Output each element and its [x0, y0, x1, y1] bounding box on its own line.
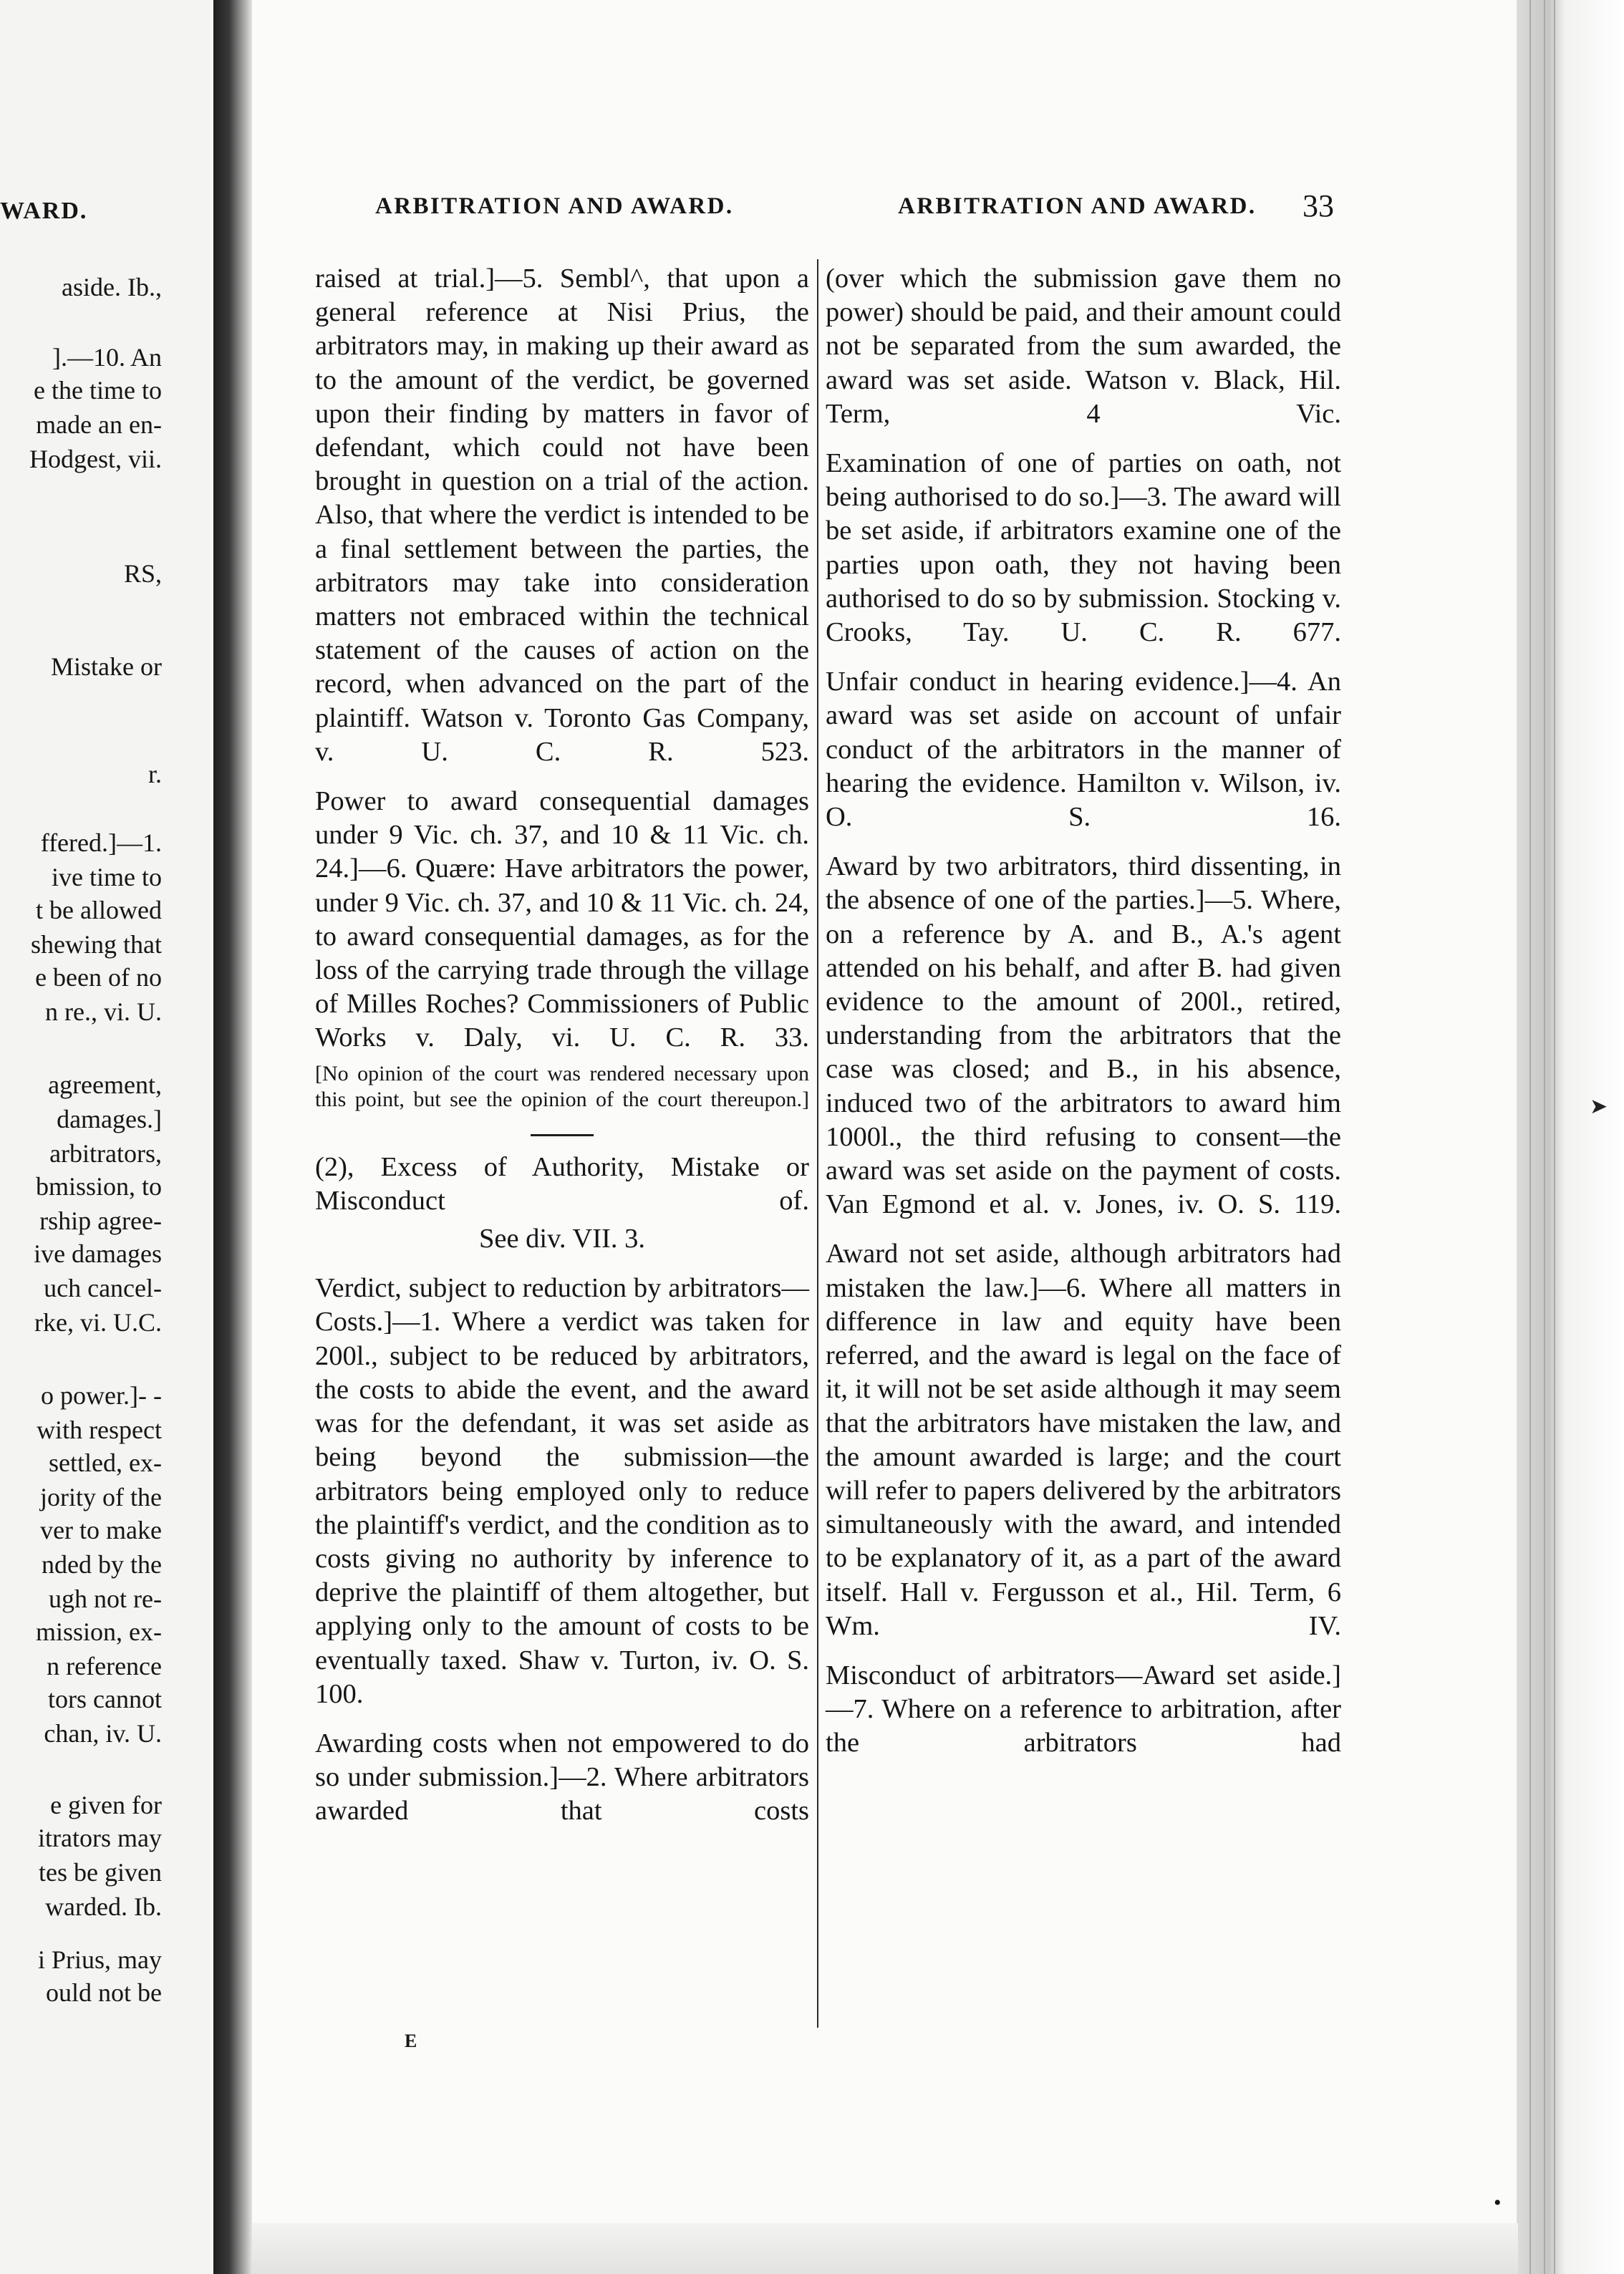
left-page-line: damages.] [57, 1105, 162, 1133]
running-header-right: ARBITRATION AND AWARD. [898, 193, 1257, 219]
left-page-line: t be allowed [36, 896, 162, 924]
left-page-line: RS, [123, 559, 162, 588]
paragraph: Examination of one of parties on oath, not being authorised to do so.]—3. The award will be set aside, if arbitrators examine one of the parties upon oath, they not having been authorised to do so by submission. Stocking v. Crooks, Tay. U. C. R. 677. [826, 448, 1341, 648]
left-page-line: mission, ex- [36, 1617, 162, 1646]
left-page-line: itrators may [38, 1824, 162, 1852]
left-page-line: ugh not re- [49, 1584, 162, 1613]
left-page-line: aside. Ib., [62, 273, 162, 301]
left-page-header: WARD. [0, 198, 88, 224]
left-page-line: agreement, [48, 1070, 162, 1099]
left-page-line: ffered.]—1. [40, 828, 162, 857]
left-page-line: ould not be [46, 1978, 162, 2007]
left-page-line: e given for [50, 1791, 162, 1819]
left-page-line: n reference [47, 1652, 162, 1680]
left-page-line: ive time to [52, 863, 162, 891]
running-header-left: ARBITRATION AND AWARD. [375, 193, 734, 219]
left-page-line: e the time to [34, 376, 162, 405]
left-page-line: arbitrators, [49, 1139, 162, 1168]
column-divider [817, 259, 818, 2028]
left-page-line: jority of the [40, 1483, 162, 1511]
left-page-line: rke, vi. U.C. [34, 1308, 162, 1337]
left-page-line: Mistake or [51, 652, 162, 681]
editor-note: [No opinion of the court was rendered necessary upon this point, but see the opinion of the court thereupon.] [315, 1061, 809, 1111]
left-page-line: with respect [37, 1416, 162, 1444]
left-page-line: e been of no [35, 963, 162, 992]
left-page-line: rship agree- [39, 1206, 162, 1235]
left-page-line: n re., vi. U. [45, 997, 162, 1026]
scan-artifact-icon: ➤ [1590, 1095, 1608, 1118]
left-page-line: bmission, to [35, 1172, 162, 1201]
scan-dot-icon: • [1494, 2191, 1502, 2215]
signature-mark: E [405, 2031, 417, 2051]
left-page-line: Hodgest, vii. [29, 445, 162, 473]
paragraph: (over which the submission gave them no power) should be paid, and their amount could not be separated from the sum awarded, the award was set aside. Watson v. Black, Hil. Term, 4 Vic. [826, 263, 1341, 429]
column-right [826, 262, 1341, 1761]
left-page-line: ive damages [34, 1239, 162, 1268]
paragraph: Power to award consequential damages under 9 Vic. ch. 37, and 10 & 11 Vic. ch. 24.]—6. Quære: Have arbitrators the power, under 9 Vic. ch. 37, and 10 & 11 Vic. ch. 24, to award consequential damages, as for the loss of the carrying trade through the village of Milles Roches? Commissioners of Public Works v. Daly, vi. U. C. R. 33. [315, 786, 809, 1053]
left-page-line: settled, ex- [49, 1448, 162, 1477]
paragraph: raised at trial.]—5. Sembl^, that upon a general reference at Nisi Prius, the arbitrators may, in making up their award as to the amount of the verdict, be governed upon their finding by matters in favor of defendant, which could not have been brought in question on a trial of the action. Also, that where the verdict is intended to be a final settlement between the parties, the arbitrators may take into consideration matters not embraced within the technical statement of the causes of action on the record, when advanced on the part of the plaintiff. Watson v. Toronto Gas Company, v. U. C. R. 523. [315, 263, 809, 767]
left-page [0, 0, 215, 2274]
paragraph: Award by two arbitrators, third dissenting, in the absence of one of the parties.]—5. Where, on a reference by A. and B., A.'s agent attended on his behalf, and after B. had given evidence to the amount of 200l., retired, understanding from the arbitrators that the case was closed; and B., in his absence, induced two of the arbitrators to award him 1000l., the third refusing to consent—the award was set aside on the payment of costs. Van Egmond et al. v. Jones, iv. O. S. 119. [826, 851, 1341, 1220]
left-page-line: warded. Ib. [45, 1892, 162, 1921]
paragraph: Unfair conduct in hearing evidence.]—4. An award was set aside on account of unfair conduct of the arbitrators in the manner of hearing the evidence. Hamilton v. Wilson, iv. O. S. 16. [826, 667, 1341, 833]
left-page-line: tors cannot [48, 1685, 162, 1713]
left-page-line: chan, iv. U. [44, 1719, 162, 1748]
left-page-line: uch cancel- [44, 1274, 162, 1302]
left-page-line: nded by the [42, 1550, 162, 1579]
left-page-line: tes be given [39, 1858, 162, 1887]
paragraph: Awarding costs when not empowered to do so under submission.]—2. Where arbitrators awarded that costs [315, 1728, 809, 1827]
column-left [315, 262, 809, 1829]
page-edge [1517, 0, 1624, 2274]
left-page-line: ver to make [40, 1516, 162, 1544]
left-page-line: i Prius, may [37, 1945, 162, 1974]
section-rule [531, 1134, 594, 1136]
paragraph: Award not set aside, although arbitrators had mistaken the law.]—6. Where all matters in difference in law and equity have been referred, and the award is legal on the face of it, it will not be set aside although it may seem that the arbitrators have mistaken the law, and the amount awarded is large; and the court will refer to papers delivered by the arbitrators simultaneously with the award, and intended to be explanatory of it, as a part of the award itself. Hall v. Fergusson et al., Hil. Term, 6 Wm. IV. [826, 1239, 1341, 1641]
left-page-line: o power.]- - [41, 1381, 162, 1410]
cross-reference: See div. VII. 3. [478, 1224, 646, 1254]
paragraph: Verdict, subject to reduction by arbitrators—Costs.]—1. Where a verdict was taken for 200l., subject to be reduced by arbitrators, the costs to abide the event, and the award was for the defendant, it was set aside as being beyond the submission—the arbitrators being employed only to reduce the plaintiff's verdict, and the condition as to costs giving no authority by inference to deprive the plaintiff of them altogether, but applying only to the amount of costs to be eventually taxed. Shaw v. Turton, iv. O. S. 100. [315, 1273, 809, 1709]
left-page-line: r. [148, 760, 162, 788]
left-page-line: made an en- [36, 410, 162, 439]
page-number: 33 [1302, 188, 1334, 223]
paragraph: Misconduct of arbitrators—Award set aside.]—7. Where on a reference to arbitration, after the arbitrators had [826, 1660, 1341, 1758]
section-heading: (2), Excess of Authority, Mistake or Misconduct of. [315, 1151, 809, 1216]
left-page-line: ].—10. An [52, 343, 162, 372]
page-bottom-shadow [252, 2223, 1518, 2274]
left-page-line: shewing that [31, 930, 162, 959]
book-gutter [213, 0, 253, 2274]
